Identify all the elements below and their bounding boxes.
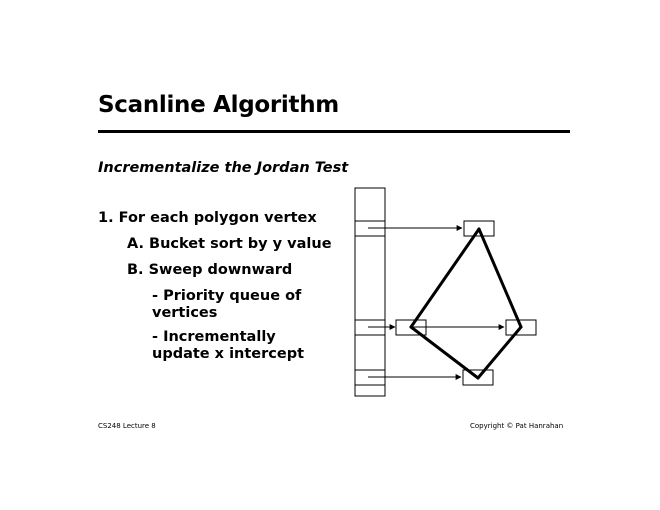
footer-copyright: Copyright © Pat Hanrahan xyxy=(470,422,564,430)
bucket-array xyxy=(355,188,385,396)
slide-subtitle: Incrementalize the Jordan Test xyxy=(98,160,349,176)
bullet-1a: A. Bucket sort by y value xyxy=(127,236,332,252)
polygon-edges xyxy=(411,229,521,378)
bullet-1b-ii: - Incrementally update x intercept xyxy=(152,329,305,362)
bullet-1b: B. Sweep downward xyxy=(127,262,293,278)
slide-title: Scanline Algorithm xyxy=(98,92,339,118)
footer-course: CS248 Lecture 8 xyxy=(98,422,156,430)
bullet-1: 1. For each polygon vertex xyxy=(98,210,317,226)
bullet-1b-i: - Priority queue of vertices xyxy=(152,288,302,321)
